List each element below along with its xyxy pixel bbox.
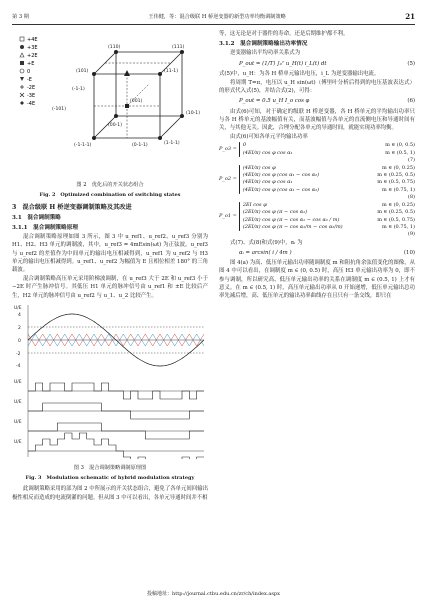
eq-case-expr: (2EI/π) cos φ (π − cos α₁ − cos α₂ / m): [242, 216, 340, 223]
equation-number: (8): [407, 194, 415, 201]
eq-case-cond: m ∈ (0.25, 0.5): [377, 209, 415, 216]
fig2-legend: [20, 37, 38, 107]
equation-10: [219, 249, 415, 257]
eq-rhs: 0.5 u_H I_o cos φ: [262, 98, 310, 105]
left-column: [12, 30, 208, 503]
eq-lhs: αᵢ =: [239, 249, 250, 256]
figure-2: [12, 30, 208, 200]
header-rule: [12, 24, 415, 25]
axis-label: U/E: [14, 399, 22, 405]
vertex-label: (001): [130, 99, 143, 104]
eq-case-expr: (4EI/π) cos φ: [242, 164, 276, 171]
eq-case-expr: 0: [242, 142, 247, 149]
eq-case-expr: (2EI/π) cos φ (π − cos α₁/m − cos α₂/m): [242, 223, 343, 230]
vertex-label: (0-1-1): [132, 143, 148, 148]
paragraph: 混合调制策略原理如图 3 所示，图 3 中 u_ref1、u_ref2、u_ref3 分别为 H1、H2、H3 单元的调制波，其中，u_ref3 = 4mEsin(ωt) 为正弦波。u_ref3 与 u_ref2 的差值作为中间单元的输出电压相减得到，u_ref1 为 u_ref2 与 H3 单元的输出电压相减得到。u_ref1、u_ref2 为幅值为 E 且相位相差 180° 的三角载波。: [12, 234, 208, 274]
eq-case-expr: (2EI/π) cos φ (π − cos α₁): [242, 209, 308, 216]
running-header: [12, 10, 415, 22]
vertex-label: (10-1): [186, 111, 201, 116]
eq-case-expr: 2EI cos φ: [242, 201, 267, 208]
paragraph: 式(5)中，u_H：为各 H 桥单元输出电压，i_L 为逆变器输出电流。: [219, 70, 380, 77]
vertex-label: (111): [172, 45, 185, 50]
fig3-caption-cn: 图 3 混合调制策略调制原理图: [73, 465, 147, 472]
eq-case-expr: (4EI/π) cos φ cos α₁: [242, 149, 293, 156]
eq-case-cond: m ∈ (0.25, 0.5): [377, 172, 415, 179]
vertex-label: (11-1): [164, 69, 179, 74]
eq-lhs: P_o2 =: [219, 175, 237, 182]
eq-lhs: P_o3 =: [219, 146, 237, 153]
paragraph: 混合调制策略高压单元采用阶梯波调制，在 u_ref3 大于 2E 和 u_ref3 小于 −2E 时产生脉冲信号。其低压 H1 单元的脉冲信号由 u_ref1 和 ±E 比较后产生，H2 单元的脉冲信号由 u_ref2 与 u_1、u_2 比较产生。: [12, 276, 208, 299]
eq-lhs: P_o1 =: [219, 212, 237, 219]
eq-case-expr: (4EI/π) cos φ cos α₁: [242, 179, 293, 186]
paragraph: 将周期 T=π，电压以 u_H sin(ωt)（傅里叶分析后得到的电压基波表达式）的形式代入式(5)，并结合式(2)，可得：: [219, 80, 415, 95]
eq-case-cond: m ∈ (0.5, 0.75): [377, 216, 415, 223]
legend-label: -4E: [27, 101, 36, 107]
paragraph: 由式(6)可知各单元平均输出功率: [230, 134, 308, 141]
vertex-label: (-101): [52, 107, 67, 112]
eq-case-cond: m ∈ (0, 0.5): [385, 142, 415, 149]
vertex-label: (-1-1): [72, 87, 85, 92]
vertex-labels: [52, 44, 200, 148]
eq-lhs: P_out =: [239, 98, 261, 105]
paragraph: 式(7)、式(8)和式(9)中，αᵢ 为: [230, 239, 303, 246]
eq-lhs: P_out =: [239, 60, 261, 67]
subsection-heading-3-1: 3.1 混合调制策略: [12, 214, 61, 221]
vertex-label: (1-1-1): [164, 141, 180, 146]
issue-label: 第 3 期: [12, 13, 29, 20]
paragraph: 等，这无论是对于器件的寿命，还是后期维护都不利。: [219, 31, 349, 37]
tick-label: 2: [18, 325, 21, 331]
eq-case-cond: m ∈ (0.5, 1): [385, 149, 415, 156]
eq-case-cond: m ∈ (0.75, 1): [381, 223, 415, 230]
equation-number: (9): [407, 231, 415, 238]
paragraph: 此调制策略采用的部为图 2 中所展示的开关状态组合，避免了各单元间回输出极性相反而造成的电流倒灌的问题。但从图 3 中可以看出，各单元导通时间并不相: [12, 486, 208, 501]
modulation-curves: [28, 314, 204, 459]
right-column: [219, 30, 415, 301]
paragraph: 由式(6)可知，对于确定的级联 H 桥逆变器，各 H 桥单元的平均输出功率只与各 H 桥单元的基波幅值有关，而基波幅值与各单元的直流侧电压和导通时间有关，与其他无关。因此，合理分配各单元的导通时间，就能实现功率均衡。: [219, 108, 415, 132]
legend-label: +2E: [27, 53, 38, 59]
axis-label: U/E: [14, 419, 22, 425]
section-heading-3: 3 混合级联 H 桥逆变器调制策略及其改进: [12, 203, 132, 211]
legend-label: +3E: [27, 45, 38, 51]
vertex-label: (-1-1-1): [74, 143, 92, 148]
output-staircase: [28, 433, 204, 459]
tick-label: -2: [16, 351, 21, 357]
axis-label: U/E: [14, 379, 22, 385]
equation-7: [219, 142, 415, 164]
modulation-waveforms: [12, 301, 208, 459]
tick-label: 4: [18, 312, 21, 318]
axis-label: U/E: [14, 439, 22, 445]
legend-label: -2E: [27, 85, 36, 91]
axis-label: U/E: [14, 305, 22, 311]
eq-case-expr: (4EI/π) cos φ (cos α₁ − cos α₂): [242, 172, 320, 179]
tick-label: -4: [16, 363, 21, 369]
subsection-heading-3-1-2: 3.1.2 混合调制策略输出功率情况: [219, 41, 308, 48]
subsection-heading-3-1-1: 3.1.1 混合调制策略原理: [12, 225, 78, 232]
tick-label: 0: [18, 338, 21, 344]
equation-number: (7): [407, 157, 415, 164]
vertex-label: (00-1): [108, 123, 123, 128]
equation-number: (10): [403, 249, 415, 256]
eq-case-expr: (4EI/π) cos φ (cos α₁ − cos α₂): [242, 186, 320, 193]
paragraph: 逆变器输出平均功率关系式为: [230, 50, 301, 57]
running-title: 王伟健，等：混合级联 H 桥逆变器的新型功率均衡调制策略: [148, 13, 286, 20]
fig3-caption-en: Fig. 3 Modulation schematic of hybrid modulation strategy: [25, 475, 195, 482]
switching-state-cube: [12, 30, 208, 176]
paragraph: 图 4(a) 为高、低压单元输出功率随调制度 m 和阻抗角余弦值变化的图像，从图 4 中可以看出，在调制度 m ∈ (0, 0.5) 时，高压 H3 单元输出功率为 0，即不参与调制，所以研究高、低压单元输出功率的关系在调制度 m ∈ (0.5, 1) 上才有意义。在 m ∈ (0.5, 1) 时，高压单元输出功率从 0 开始递增，低压单元输出总功率先减后增，高、低压单元的输出功率曲线存在且只有一条交线，即只在: [219, 260, 415, 299]
equation-number: (6): [407, 98, 415, 105]
vertex-label: (101): [76, 69, 89, 74]
legend-label: -3E: [27, 93, 36, 99]
equation-8: [219, 165, 415, 202]
legend-label: +E: [27, 61, 35, 67]
equation-9: [219, 202, 415, 239]
legend-label: 0: [27, 69, 31, 75]
eq-case-cond: m ∈ (0, 0.25): [381, 201, 415, 208]
equation-number: (5): [407, 60, 415, 67]
equation-5: [219, 60, 415, 68]
eq-case-cond: m ∈ (0.5, 0.75): [377, 179, 415, 186]
eq-rhs: arcsin( i / 4m ): [251, 249, 292, 256]
legend-label: -E: [27, 77, 32, 83]
page-number: 21: [405, 11, 415, 21]
legend-label: +4E: [27, 37, 38, 43]
figure-3: [12, 301, 208, 483]
fig2-caption-en: Fig. 2 Optimized combination of switching states: [39, 192, 181, 199]
equation-6: [219, 97, 415, 105]
eq-rhs: (1/T) ∫₀ᵀ u_H(t) i_L(t) dt: [262, 60, 327, 67]
eq-case-cond: m ∈ (0.75, 1): [381, 186, 415, 193]
vertex-label: (110): [108, 45, 121, 50]
footer-submission-url: 投稿地址：http://journal.ctbu.edu.cn/zr/ch/index.aspx: [147, 591, 280, 597]
eq-case-cond: m ∈ (0, 0.25): [381, 164, 415, 171]
fig2-caption-cn: 图 2 优化后的开关状态组合: [76, 182, 144, 189]
